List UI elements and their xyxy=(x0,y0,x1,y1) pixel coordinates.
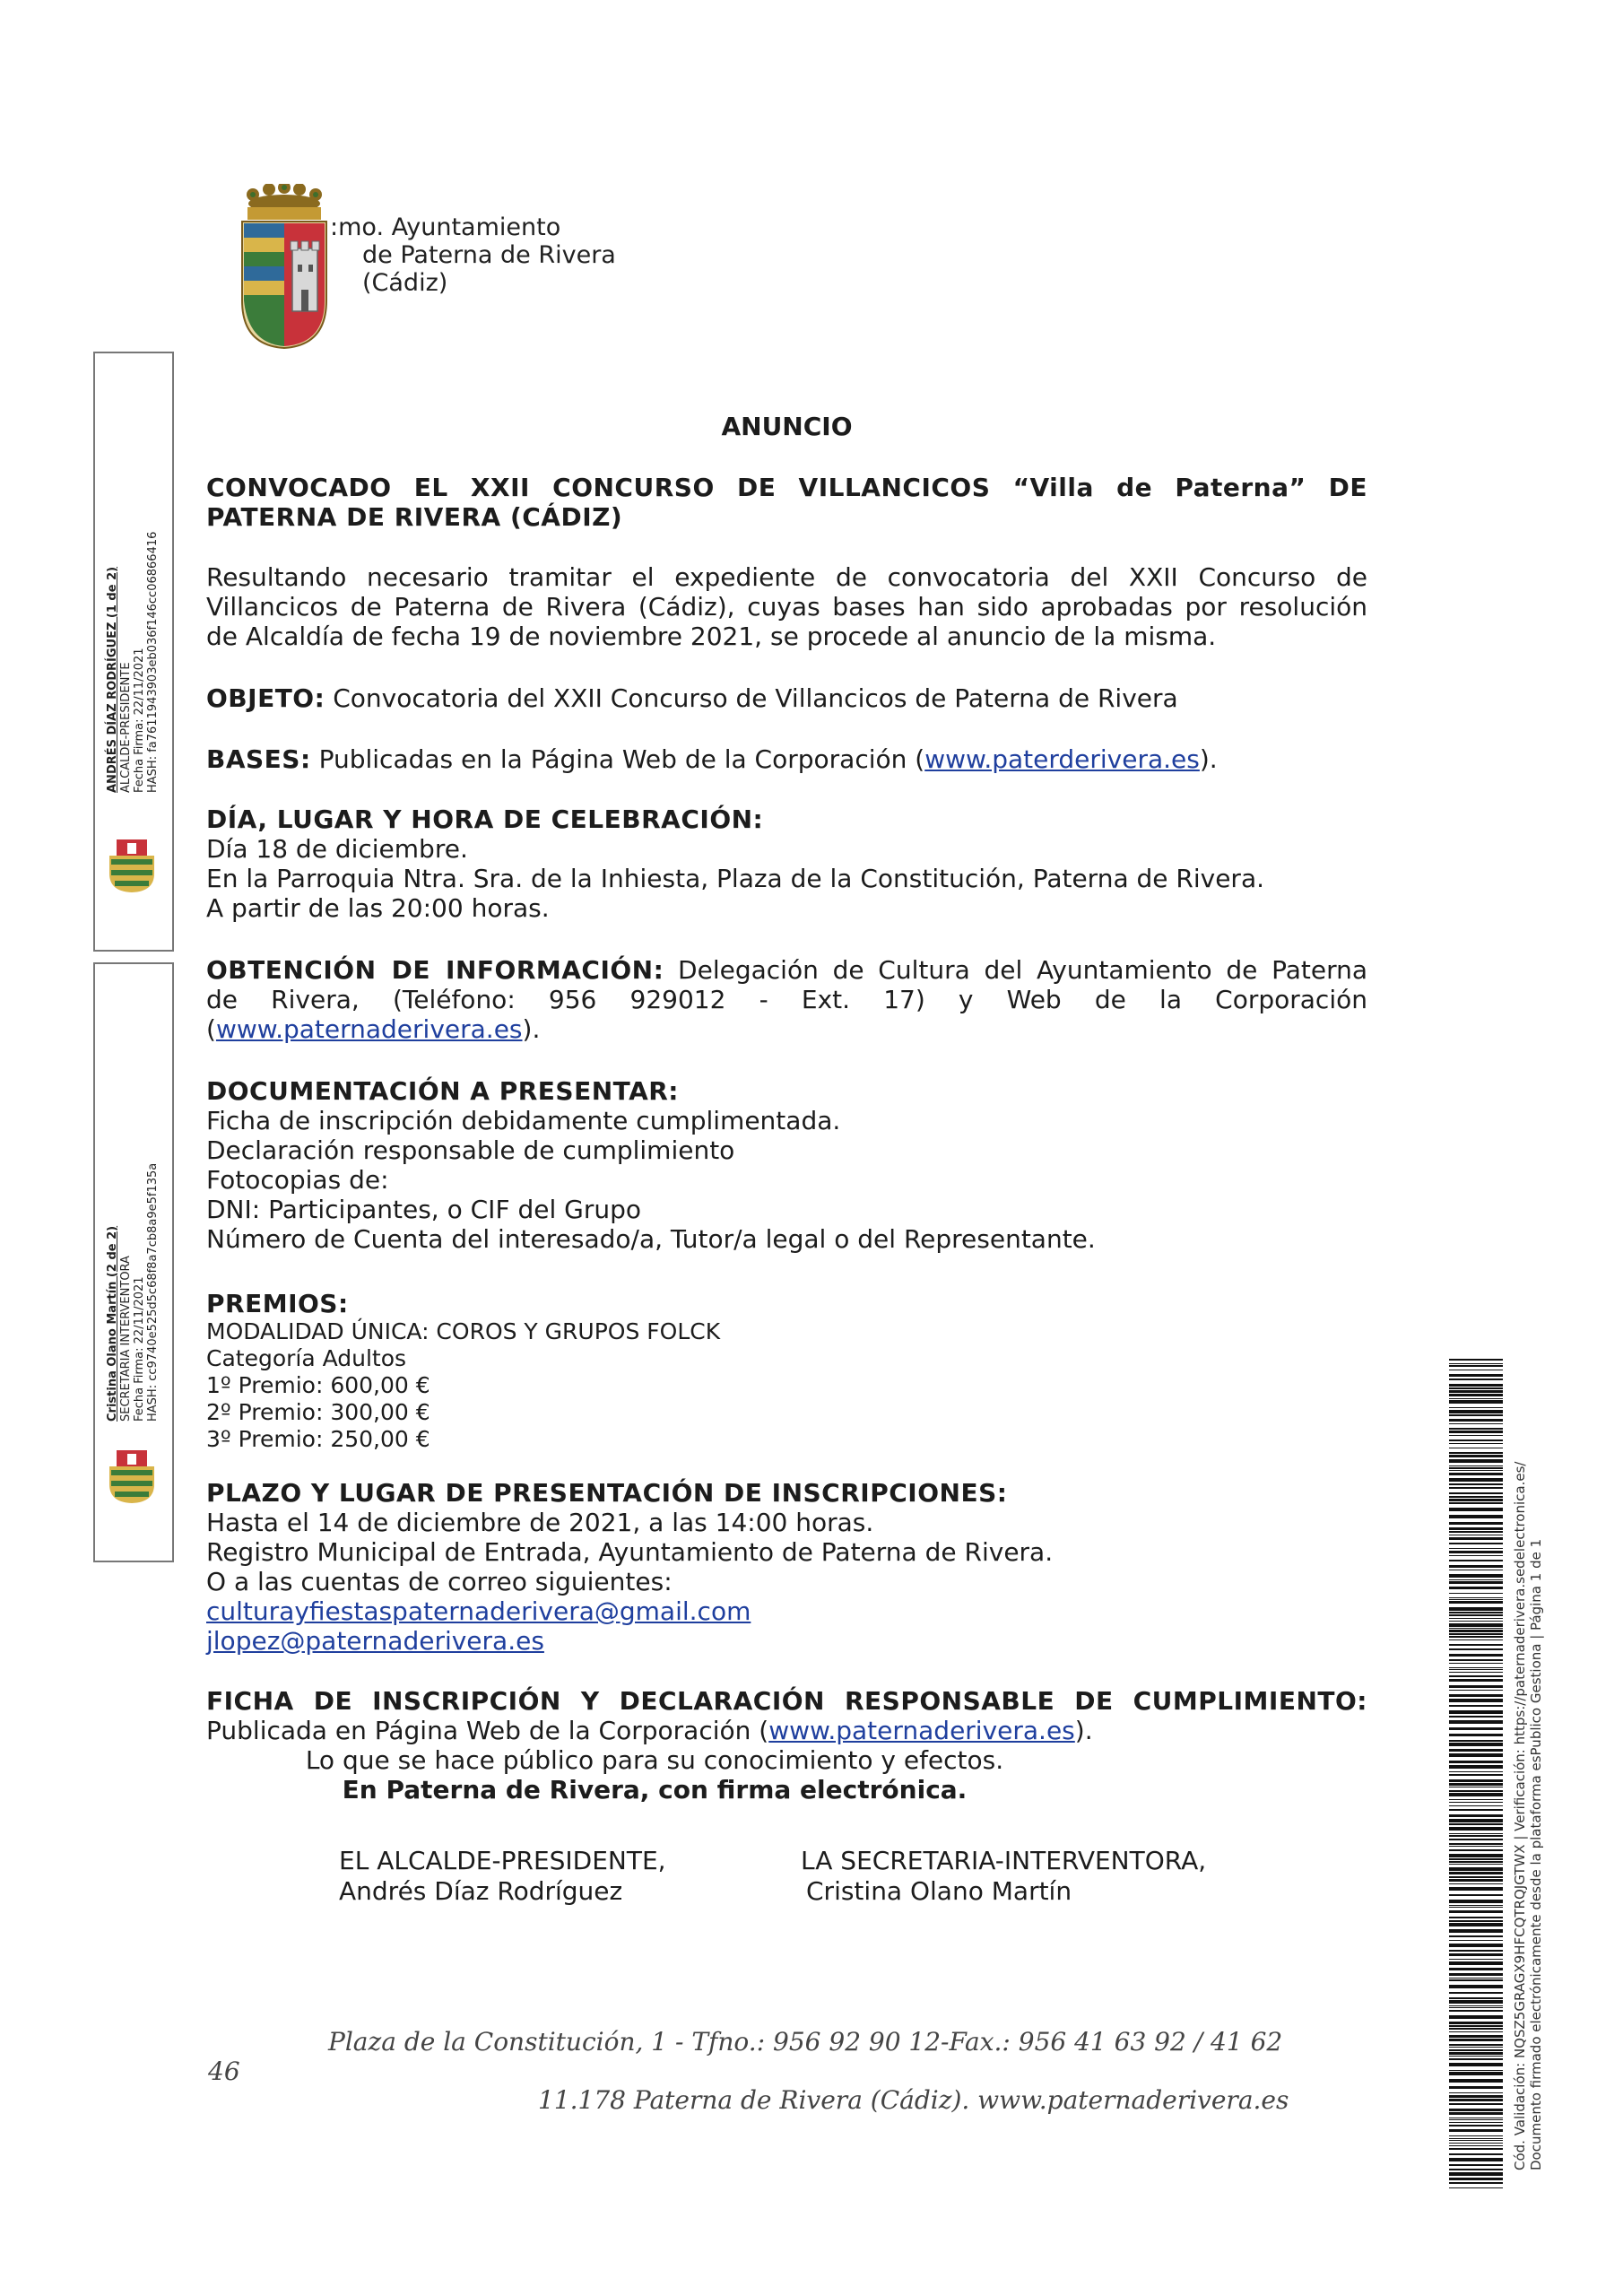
signature-hash: HASH: cc9740e525d5c68f8a7cb8a9e5f135a xyxy=(146,1162,160,1422)
barcode-bar xyxy=(1449,1823,1503,1825)
barcode-bar xyxy=(1449,1849,1503,1851)
barcode-bar xyxy=(1449,1659,1503,1661)
barcode-bar xyxy=(1449,1716,1503,1718)
barcode-bar xyxy=(1449,2047,1503,2048)
barcode-bar xyxy=(1449,1864,1503,1865)
signer-secretary xyxy=(801,1846,1206,1907)
bases-label: BASES: xyxy=(206,744,311,774)
celebracion-date: Día 18 de diciembre. xyxy=(206,834,468,864)
coat-of-arms-icon xyxy=(235,184,334,350)
barcode-bar xyxy=(1449,1793,1503,1796)
barcode-bar xyxy=(1449,1720,1503,1724)
barcode-bar xyxy=(1449,1499,1503,1501)
barcode-bar xyxy=(1449,1565,1503,1568)
signer-name: Cristina Olano Martín xyxy=(806,1876,1072,1906)
barcode-bar xyxy=(1449,1923,1503,1926)
ficha-label: FICHA DE INSCRIPCIÓN Y DECLARACIÓN RESPONSABLE DE CUMPLIMIENTO: xyxy=(206,1686,1367,1716)
barcode-bar xyxy=(1449,1699,1503,1702)
barcode-bar xyxy=(1449,1551,1503,1553)
barcode-bar xyxy=(1449,1968,1503,1970)
barcode-bar xyxy=(1449,1861,1503,1863)
barcode-bar xyxy=(1449,1672,1503,1673)
barcode-bar xyxy=(1449,2112,1503,2115)
barcode-bar xyxy=(1449,1809,1503,1811)
barcode-bar xyxy=(1449,2031,1503,2032)
objeto-text: Convocatoria del XXII Concurso de Villancicos de Paterna de Rivera xyxy=(325,683,1178,713)
barcode-bar xyxy=(1449,1492,1503,1494)
barcode-bar xyxy=(1449,2010,1503,2012)
barcode-bar xyxy=(1449,1496,1503,1498)
barcode-bar xyxy=(1449,1819,1503,1822)
signer-name: ANDRÉS DÍAZ RODRÍGUEZ (1 de 2) xyxy=(106,566,119,793)
subject-line-1: CONVOCADO EL XXII CONCURSO DE VILLANCICOS “Villa de Paterna” DE xyxy=(206,473,1367,502)
barcode-bar xyxy=(1449,1502,1503,1504)
barcode-bar xyxy=(1449,1740,1503,1742)
intro-line-2: Villancicos de Paterna de Rivera (Cádiz), cuyas bases han sido aprobadas por resolución xyxy=(206,592,1367,622)
bases-section xyxy=(206,744,1367,774)
barcode-bar xyxy=(1449,1907,1503,1908)
plazo-registro: Registro Municipal de Entrada, Ayuntamiento de Paterna de Rivera. xyxy=(206,1537,1054,1567)
signer-role: ALCALDE-PRESIDENTE xyxy=(119,662,133,793)
barcode-bar xyxy=(1449,2178,1503,2180)
barcode-bar xyxy=(1449,1601,1503,1604)
plazo-emails-intro: O a las cuentas de correo siguientes: xyxy=(206,1567,673,1596)
entity-name xyxy=(330,213,616,297)
barcode-bar xyxy=(1449,1694,1503,1697)
barcode-bar xyxy=(1449,1835,1503,1837)
barcode-bar xyxy=(1449,1959,1503,1960)
barcode-bar xyxy=(1449,1833,1503,1834)
ficha-link[interactable]: www.paternaderivera.es xyxy=(768,1716,1075,1745)
barcode-bar xyxy=(1449,1527,1503,1530)
signer-role: SECRETARIA INTERVENTORA xyxy=(119,1256,133,1422)
barcode-bar xyxy=(1449,1749,1503,1752)
barcode-bar xyxy=(1449,1854,1503,1857)
signature-date: Fecha Firma: 22/11/2021 xyxy=(133,1276,146,1422)
barcode-bar xyxy=(1449,1765,1503,1769)
barcode-bar xyxy=(1449,1961,1503,1965)
barcode-bar xyxy=(1449,1612,1503,1613)
ficha-section xyxy=(206,1686,1367,1745)
barcode-bar xyxy=(1449,1978,1503,1979)
barcode-bar xyxy=(1449,2169,1503,2170)
barcode-bar xyxy=(1449,1783,1503,1786)
barcode-bar xyxy=(1449,1419,1503,1422)
barcode-bar xyxy=(1449,2056,1503,2057)
list-item: 2º Premio: 300,00 € xyxy=(206,1399,430,1425)
barcode-bar xyxy=(1449,1363,1503,1364)
barcode-bar xyxy=(1449,2182,1503,2184)
barcode-bar xyxy=(1449,1846,1503,1847)
barcode-bar xyxy=(1449,2049,1503,2051)
barcode-bar xyxy=(1449,1799,1503,1800)
objeto-label: OBJETO: xyxy=(206,683,325,713)
barcode-bar xyxy=(1449,2122,1503,2123)
subject-line-2: PATERNA DE RIVERA (CÁDIZ) xyxy=(206,502,623,532)
barcode-bar xyxy=(1449,1992,1503,1994)
barcode-bar xyxy=(1449,2143,1503,2144)
barcode-bar xyxy=(1449,1648,1503,1650)
informacion-label: OBTENCIÓN DE INFORMACIÓN: xyxy=(206,955,664,985)
barcode-bar xyxy=(1449,1973,1503,1976)
barcode-bar xyxy=(1449,1400,1503,1404)
list-item: Fotocopias de: xyxy=(206,1165,389,1195)
barcode-bar xyxy=(1449,2070,1503,2071)
signature-details xyxy=(106,848,160,1422)
celebracion-section xyxy=(206,804,1367,923)
barcode-bar xyxy=(1449,1439,1503,1441)
celebracion-label: DÍA, LUGAR Y HORA DE CELEBRACIÓN: xyxy=(206,804,764,834)
barcode-bar xyxy=(1449,2092,1503,2093)
barcode-bar xyxy=(1449,1920,1503,1922)
plazo-deadline: Hasta el 14 de diciembre de 2021, a las 14:00 horas. xyxy=(206,1508,874,1537)
barcode-bar xyxy=(1449,1633,1503,1635)
barcode-bar xyxy=(1449,1443,1503,1444)
barcode-bar xyxy=(1449,1872,1503,1874)
entity-line-1: :mo. Ayuntamiento xyxy=(330,213,561,241)
barcode-bar xyxy=(1449,1879,1503,1882)
verification-text xyxy=(1512,1462,1544,2170)
barcode-bar xyxy=(1449,1387,1503,1389)
barcode-bar xyxy=(1449,1929,1503,1933)
barcode-bar xyxy=(1449,1953,1503,1956)
barcode-bar xyxy=(1449,1644,1503,1646)
signature-details xyxy=(106,219,160,793)
ficha-end: ). xyxy=(1074,1716,1093,1745)
barcode-bar xyxy=(1449,1894,1503,1896)
entity-line-3: (Cádiz) xyxy=(362,269,448,297)
barcode-bar xyxy=(1449,1455,1503,1457)
barcode-bar xyxy=(1449,1560,1503,1561)
barcode-bar xyxy=(1449,1452,1503,1454)
premios-section xyxy=(206,1289,1367,1453)
celebracion-time: A partir de las 20:00 horas. xyxy=(206,893,550,923)
barcode-bar xyxy=(1449,1663,1503,1664)
barcode-bar xyxy=(1449,2109,1503,2111)
barcode-bar xyxy=(1449,1940,1503,1941)
barcode-bar xyxy=(1449,2035,1503,2038)
barcode-bar xyxy=(1449,2153,1503,2155)
list-item: MODALIDAD ÚNICA: COROS Y GRUPOS FOLCK xyxy=(206,1318,721,1344)
barcode-bar xyxy=(1449,1435,1503,1436)
barcode-bar xyxy=(1449,1431,1503,1433)
objeto-section xyxy=(206,683,1367,713)
intro-paragraph xyxy=(206,562,1367,651)
informacion-paren-open: ( xyxy=(206,1014,216,1044)
barcode-bar xyxy=(1449,1997,1503,1999)
barcode-bar xyxy=(1449,2145,1503,2146)
barcode-bar xyxy=(1449,1630,1503,1632)
barcode-bar xyxy=(1449,1597,1503,1598)
barcode-bar xyxy=(1449,1394,1503,1396)
barcode-bar xyxy=(1449,2015,1503,2019)
barcode-bar xyxy=(1449,1679,1503,1682)
barcode-bar xyxy=(1449,2099,1503,2101)
barcode-bar xyxy=(1449,1669,1503,1670)
barcode-bar xyxy=(1449,2095,1503,2098)
barcode-bar xyxy=(1449,1365,1503,1367)
barcode-bar xyxy=(1449,2140,1503,2141)
signer-mayor xyxy=(339,1846,666,1907)
barcode-bar xyxy=(1449,1531,1503,1533)
verification-line-1: Cód. Validación: NQSZ5GRAGX9HFCQTRQJGTWX | Verificación: https://paternaderivera.sedelectronica.es/ xyxy=(1512,1461,1528,2170)
documentacion-label: DOCUMENTACIÓN A PRESENTAR: xyxy=(206,1076,680,1106)
barcode-bar xyxy=(1449,1802,1503,1803)
informacion-text-2: de Rivera, (Teléfono: 956 929012 - Ext. 17) y Web de la Corporación xyxy=(206,985,1367,1014)
closing-line-1: Lo que se hace público para su conocimiento y efectos. xyxy=(305,1745,1004,1775)
barcode-bar xyxy=(1449,1398,1503,1399)
barcode-bar xyxy=(1449,1374,1503,1377)
mini-coat-of-arms-icon xyxy=(104,1448,160,1504)
barcode-bar xyxy=(1449,2007,1503,2008)
signature-box-secretary xyxy=(93,962,174,1562)
closing xyxy=(206,1745,1103,1805)
barcode-bar xyxy=(1449,1459,1503,1463)
bases-text: Publicadas en la Página Web de la Corporación ( xyxy=(310,744,925,774)
barcode-bar xyxy=(1449,1710,1503,1714)
bases-link[interactable]: www.paterderivera.es xyxy=(924,744,1200,774)
barcode-bar xyxy=(1449,2058,1503,2060)
barcode-bar xyxy=(1449,1548,1503,1549)
footer-address-line-1: Plaza de la Constitución, 1 - Tfno.: 956 92 90 12-Fax.: 956 41 63 92 / 41 62 xyxy=(328,2027,1283,2057)
barcode-bar xyxy=(1449,1876,1503,1878)
barcode-bar xyxy=(1449,2072,1503,2075)
barcode-bar xyxy=(1449,1599,1503,1600)
barcode-bar xyxy=(1449,1636,1503,1638)
barcode-bar xyxy=(1449,1843,1503,1845)
barcode-bar xyxy=(1449,1867,1503,1871)
ficha-text: Publicada en Página Web de la Corporación ( xyxy=(206,1716,769,1745)
barcode-bar xyxy=(1449,2052,1503,2055)
barcode-bar xyxy=(1449,2187,1503,2188)
barcode-bar xyxy=(1449,1515,1503,1518)
barcode-bar xyxy=(1449,1467,1503,1469)
barcode-bar xyxy=(1449,2039,1503,2041)
barcode-bar xyxy=(1449,1410,1503,1413)
barcode-bar xyxy=(1449,1478,1503,1482)
informacion-paren-close: ). xyxy=(522,1014,541,1044)
barcode-bar xyxy=(1449,1734,1503,1736)
barcode-bar xyxy=(1449,1814,1503,1817)
barcode-bar xyxy=(1449,1905,1503,1906)
barcode-bar xyxy=(1449,1607,1503,1611)
list-item: 3º Premio: 250,00 € xyxy=(206,1426,430,1452)
barcode-bar xyxy=(1449,2148,1503,2150)
barcode-bar xyxy=(1449,1543,1503,1544)
barcode-bar xyxy=(1449,1827,1503,1831)
list-item: Categoría Adultos xyxy=(206,1345,407,1371)
barcode-bar xyxy=(1449,2103,1503,2105)
barcode-bar xyxy=(1449,1378,1503,1380)
barcode-bar xyxy=(1449,1985,1503,1988)
informacion-section xyxy=(206,955,1367,1044)
barcode-bar xyxy=(1449,1465,1503,1466)
list-item: Declaración responsable de cumplimiento xyxy=(206,1135,735,1165)
barcode-bar xyxy=(1449,2129,1503,2132)
barcode-bar xyxy=(1449,2044,1503,2046)
documentacion-section xyxy=(206,1076,1367,1254)
barcode-bar xyxy=(1449,2172,1503,2176)
barcode-bar xyxy=(1449,1579,1503,1580)
barcode-bar xyxy=(1449,2119,1503,2120)
intro-line-1: Resultando necesario tramitar el expediente de convocatoria del XXII Concurso de xyxy=(206,562,1367,592)
barcode-bar xyxy=(1449,1790,1503,1792)
signer-role: EL ALCALDE-PRESIDENTE, xyxy=(339,1846,666,1875)
barcode-bar xyxy=(1449,1685,1503,1688)
barcode-bar xyxy=(1449,1555,1503,1556)
verification-line-2: Documento firmado electrónicamente desde la plataforma esPublico Gestiona | Página 1 de 1 xyxy=(1528,1538,1544,2170)
barcode-bar xyxy=(1449,2086,1503,2089)
email-link[interactable]: jlopez@paternaderivera.es xyxy=(206,1626,544,1656)
barcode-bar xyxy=(1449,1753,1503,1757)
signer-role: LA SECRETARIA-INTERVENTORA, xyxy=(801,1846,1207,1875)
barcode-bar xyxy=(1449,2025,1503,2027)
intro-line-3: de Alcaldía de fecha 19 de noviembre 2021, se procede al anuncio de la misma. xyxy=(206,622,1217,651)
barcode-bar xyxy=(1449,1910,1503,1913)
closing-line-2: En Paterna de Rivera, con firma electrónica. xyxy=(342,1775,968,1805)
signer-name: Andrés Díaz Rodríguez xyxy=(339,1876,623,1906)
bases-end: ). xyxy=(1199,744,1218,774)
barcode-bar xyxy=(1449,1390,1503,1393)
barcode-bar xyxy=(1449,1900,1503,1903)
barcode-bar xyxy=(1449,1667,1503,1668)
barcode-bar xyxy=(1449,1618,1503,1619)
barcode-bar xyxy=(1449,1614,1503,1616)
barcode-bar xyxy=(1449,1487,1503,1489)
barcode-bar xyxy=(1449,1654,1503,1657)
barcode-bar xyxy=(1449,1359,1503,1361)
entity-line-2: de Paterna de Rivera xyxy=(362,241,616,269)
barcode-bar xyxy=(1449,1414,1503,1416)
barcode-bar xyxy=(1449,2063,1503,2066)
barcode-bar xyxy=(1449,1979,1503,1981)
barcode-bar xyxy=(1449,1858,1503,1860)
barcode-bar xyxy=(1449,1779,1503,1782)
barcode-bar xyxy=(1449,1771,1503,1772)
barcode-bar xyxy=(1449,1623,1503,1627)
barcode-bar xyxy=(1449,1473,1503,1475)
barcode-bar xyxy=(1449,2135,1503,2136)
barcode-bar xyxy=(1449,1935,1503,1937)
barcode-bar xyxy=(1449,1593,1503,1594)
informacion-link[interactable]: www.paternaderivera.es xyxy=(215,1014,523,1044)
premios-label: PREMIOS: xyxy=(206,1289,349,1318)
barcode-bar xyxy=(1449,2164,1503,2166)
barcode-bar xyxy=(1449,1428,1503,1430)
barcode-bar xyxy=(1449,1581,1503,1584)
barcode-bar xyxy=(1449,1675,1503,1677)
barcode-bar xyxy=(1449,1508,1503,1511)
barcode-bar xyxy=(1449,1639,1503,1640)
informacion-text-1: Delegación de Cultura del Ayuntamiento de Paterna xyxy=(664,955,1367,985)
barcode-bar xyxy=(1449,1883,1503,1884)
barcode-bar xyxy=(1449,1944,1503,1947)
barcode-bar xyxy=(1449,2125,1503,2126)
barcode-bar xyxy=(1449,2000,1503,2004)
barcode-bar xyxy=(1449,1727,1503,1730)
page-number: 46 xyxy=(208,2057,240,2086)
plazo-label: PLAZO Y LUGAR DE PRESENTACIÓN DE INSCRIPCIONES: xyxy=(206,1478,1008,1508)
barcode-bar xyxy=(1449,1522,1503,1525)
document-title: ANUNCIO xyxy=(721,412,853,441)
barcode-bar xyxy=(1449,2005,1503,2006)
barcode-bar xyxy=(1449,1574,1503,1578)
barcode-bar xyxy=(1449,2138,1503,2139)
barcode-bar xyxy=(1449,1774,1503,1776)
barcode-bar xyxy=(1449,1628,1503,1629)
barcode-bar xyxy=(1449,1690,1503,1691)
barcode-bar xyxy=(1449,1537,1503,1540)
list-item: 1º Premio: 600,00 € xyxy=(206,1372,430,1398)
barcode-bar xyxy=(1449,1887,1503,1891)
barcode-icon xyxy=(1449,1359,1503,2188)
signer-name: Cristina Olano Martín (2 de 2) xyxy=(106,1225,119,1422)
list-item: DNI: Participantes, o CIF del Grupo xyxy=(206,1195,641,1224)
barcode-bar xyxy=(1449,1917,1503,1918)
document-subject xyxy=(206,473,1367,532)
barcode-bar xyxy=(1449,2028,1503,2030)
barcode-bar xyxy=(1449,1743,1503,1746)
footer-address-line-2: 11.178 Paterna de Rivera (Cádiz). www.paternaderivera.es xyxy=(538,2085,1289,2115)
signature-date: Fecha Firma: 22/11/2021 xyxy=(133,648,146,793)
barcode-bar xyxy=(1449,1805,1503,1806)
barcode-bar xyxy=(1449,1470,1503,1471)
barcode-bar xyxy=(1449,1621,1503,1622)
plazo-section xyxy=(206,1478,1367,1656)
barcode-bar xyxy=(1449,1483,1503,1485)
barcode-bar xyxy=(1449,1423,1503,1424)
celebracion-place: En la Parroquia Ntra. Sra. de la Inhiesta, Plaza de la Constitución, Paterna de Rivera. xyxy=(206,864,1265,893)
barcode-bar xyxy=(1449,1950,1503,1952)
list-item: Número de Cuenta del interesado/a, Tutor/a legal o del Representante. xyxy=(206,1224,1096,1254)
signature-hash: HASH: fa7611943903eb036f146cc06866416 xyxy=(146,531,160,793)
barcode-bar xyxy=(1449,2158,1503,2161)
barcode-bar xyxy=(1449,2079,1503,2083)
barcode-bar xyxy=(1449,1761,1503,1763)
barcode-bar xyxy=(1449,2022,1503,2024)
barcode-bar xyxy=(1449,1384,1503,1387)
barcode-bar xyxy=(1449,1407,1503,1408)
barcode-bar xyxy=(1449,1839,1503,1840)
barcode-bar xyxy=(1449,1587,1503,1589)
barcode-bar xyxy=(1449,1705,1503,1707)
list-item: Ficha de inscripción debidamente cumplimentada. xyxy=(206,1106,841,1135)
email-link[interactable]: culturayfiestaspaternaderivera@gmail.com xyxy=(206,1596,751,1626)
